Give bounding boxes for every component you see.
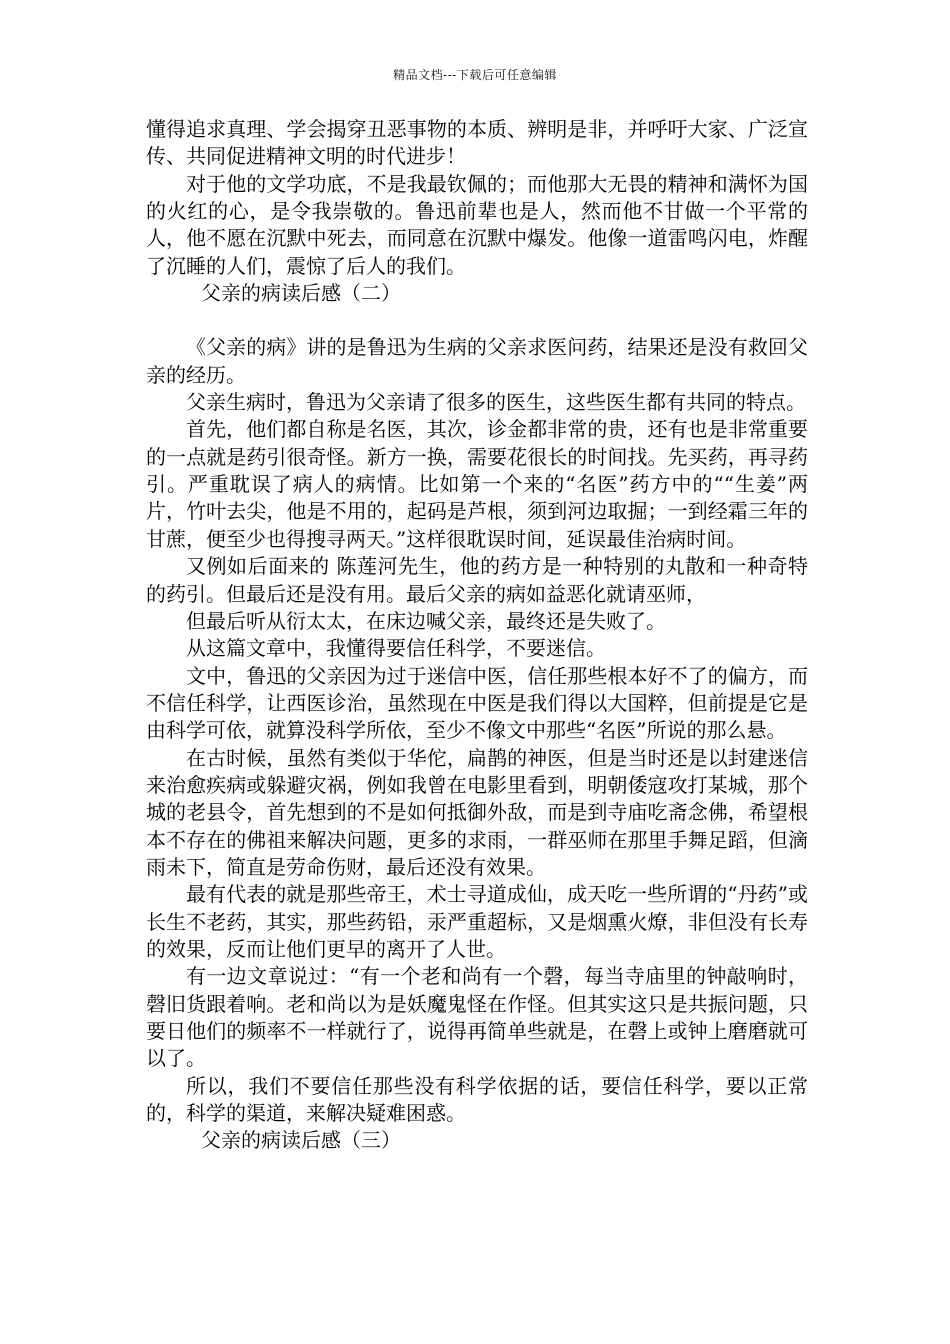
paragraph: 文中，鲁迅的父亲因为过于迷信中医，信任那些根本好不了的偏方，而不信任科学，让西医诊治，虽然现在中医是我们得以大国粹，但前提是它是由科学可依，就算没科学所依，至少不像文中那些“名医”所说的那么悬。 [146, 663, 808, 743]
paragraph: 对于他的文学功底，不是我最钦佩的；而他那大无畏的精神和满怀为国的火红的心，是令我崇敬的。鲁迅前辈也是人，然而他不甘做一个平常的人，他不愿在沉默中死去，而同意在沉默中爆发。他像一道雷鸣闪电，炸醒了沉睡的人们，震惊了后人的我们。 [146, 171, 808, 278]
paragraph: 所以，我们不要信任那些没有科学依据的话，要信任科学，要以正常的，科学的渠道，来解决疑难困惑。 [146, 1073, 808, 1126]
paragraph: 但最后听从衍太太，在床边喊父亲，最终还是失败了。 [186, 608, 666, 633]
paragraph: 有一边文章说过：“有一个老和尚有一个磬，每当寺庙里的钟敲响时，磬旧货跟着响。老和尚以为是妖魔鬼怪在作怪。但其实这只是共振问题，只要日他们的频率不一样就行了，说得再简单些就是，在磬上或钟上磨磨就可以了。 [146, 964, 808, 1071]
paragraph: 首先，他们都自称是名医，其次，诊金都非常的贵，还有也是非常重要的一点就是药引很奇怪。新方一换，需要花很长的时间找。先买药，再寻药引。严重耽误了病人的病情。比如第一个来的“名医”药方中的““生姜”两片，竹叶去尖，他是不用的，起码是芦根，须到河边取掘；一到经霜三年的甘蔗，便至少也得搜寻两天。”这样很耽误时间，延误最佳治病时间。 [146, 417, 808, 551]
document-body [146, 116, 808, 1155]
paragraph: 从这篇文章中，我懂得要信任科学，不要迷信。 [186, 636, 606, 661]
paragraph: 又例如后面来的 陈莲河先生，他的药方是一种特别的丸散和一种奇特的药引。但最后还是没有用。最后父亲的病如益恶化就请巫师， [146, 554, 808, 606]
paragraph: 父亲生病时，鲁迅为父亲请了很多的医生，这些医生都有共同的特点。 [186, 390, 806, 415]
page-header: 精品文档---下载后可任意编辑 [393, 68, 557, 82]
section-heading: 父亲的病读后感（三） [201, 1128, 401, 1153]
paragraph: 《父亲的病》讲的是鲁迅为生病的父亲求医问药，结果还是没有救回父亲的经历。 [146, 335, 808, 387]
paragraph: 在古时候，虽然有类似于华佗，扁鹊的神医，但是当时还是以封建迷信来治愈疾病或躲避灾祸，例如我曾在电影里看到，明朝倭寇攻打某城，那个城的老县令，首先想到的不是如何抵御外敌，而是到寺庙吃斋念佛，希望根本不存在的佛祖来解决问题，更多的求雨，一群巫师在那里手舞足蹈，但滴雨未下，简直是劳命伤财，最后还没有效果。 [146, 745, 808, 879]
section-heading: 父亲的病读后感（二） [201, 281, 401, 306]
paragraph: 懂得追求真理、学会揭穿丑恶事物的本质、辨明是非，并呼吁大家、广泛宣传、共同促进精神文明的时代进步！ [146, 117, 808, 169]
paragraph: 最有代表的就是那些帝王，术士寻道成仙，成天吃一些所谓的“丹药”或长生不老药，其实，那些药铅，汞严重超标，又是烟熏火燎，非但没有长寿的效果，反而让他们更早的离开了人世。 [146, 882, 808, 961]
blank-line [146, 307, 808, 334]
